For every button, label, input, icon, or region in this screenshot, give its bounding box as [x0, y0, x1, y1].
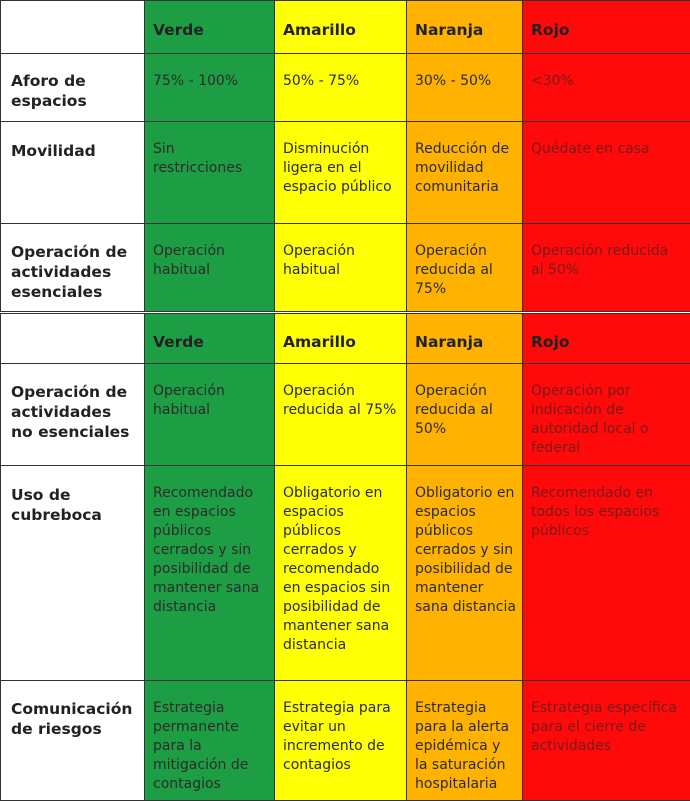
- header-amarillo: Amarillo: [275, 314, 407, 364]
- cell-naranja: Operación reducida al 50%: [407, 364, 523, 466]
- table-row: [1, 364, 690, 466]
- row-label: Operación de actividades esenciales: [1, 224, 145, 312]
- cell-naranja: Estrategia para la alerta epidémica y la saturación hospitalaria: [407, 681, 523, 801]
- header-verde: Verde: [145, 314, 275, 364]
- row-label: Uso de cubreboca: [1, 466, 145, 681]
- cell-rojo: Recomendado en todos los espacios públicos: [523, 466, 690, 681]
- semaforo-table-1: [0, 0, 690, 312]
- header-amarillo: Amarillo: [275, 1, 407, 54]
- cell-amarillo: 50% - 75%: [275, 54, 407, 122]
- cell-verde: Operación habitual: [145, 364, 275, 466]
- cell-verde: 75% - 100%: [145, 54, 275, 122]
- row-label: Operación de actividades no esenciales: [1, 364, 145, 466]
- cell-verde: Sin restricciones: [145, 122, 275, 224]
- cell-amarillo: Operación reducida al 75%: [275, 364, 407, 466]
- table-row: [1, 681, 690, 801]
- cell-amarillo: Obligatorio en espacios públicos cerrados y recomendado en espacios sin posibilidad de mantener sana distancia: [275, 466, 407, 681]
- row-label: Movilidad: [1, 122, 145, 224]
- cell-rojo: <30%: [523, 54, 690, 122]
- header-rojo: Rojo: [523, 314, 690, 364]
- cell-naranja: Reducción de movilidad comunitaria: [407, 122, 523, 224]
- cell-naranja: Operación reducida al 75%: [407, 224, 523, 312]
- row-label: Aforo de espacios: [1, 54, 145, 122]
- table-header-row: [1, 314, 690, 364]
- table-row: [1, 224, 690, 312]
- corner-cell: [1, 1, 145, 54]
- cell-verde: Operación habitual: [145, 224, 275, 312]
- header-naranja: Naranja: [407, 1, 523, 54]
- cell-rojo: Quédate en casa: [523, 122, 690, 224]
- cell-verde: Estrategia permanente para la mitigación de contagios: [145, 681, 275, 801]
- row-label: Comunicación de riesgos: [1, 681, 145, 801]
- cell-rojo: Estrategia específica para el cierre de actividades: [523, 681, 690, 801]
- cell-naranja: 30% - 50%: [407, 54, 523, 122]
- semaforo-table-2: [0, 313, 690, 801]
- header-naranja: Naranja: [407, 314, 523, 364]
- table-row: [1, 54, 690, 122]
- table-row: [1, 466, 690, 681]
- table-header-row: [1, 1, 690, 54]
- cell-verde: Recomendado en espacios públicos cerrados y sin posibilidad de mantener sana distancia: [145, 466, 275, 681]
- table-row: [1, 122, 690, 224]
- cell-rojo: Operación por indicación de autoridad local o federal: [523, 364, 690, 466]
- cell-naranja: Obligatorio en espacios públicos cerrados y sin posibilidad de mantener sana distancia: [407, 466, 523, 681]
- cell-rojo: Operación reducida al 50%: [523, 224, 690, 312]
- cell-amarillo: Disminución ligera en el espacio público: [275, 122, 407, 224]
- header-rojo: Rojo: [523, 1, 690, 54]
- cell-amarillo: Operación habitual: [275, 224, 407, 312]
- corner-cell: [1, 314, 145, 364]
- header-verde: Verde: [145, 1, 275, 54]
- cell-amarillo: Estrategia para evitar un incremento de contagios: [275, 681, 407, 801]
